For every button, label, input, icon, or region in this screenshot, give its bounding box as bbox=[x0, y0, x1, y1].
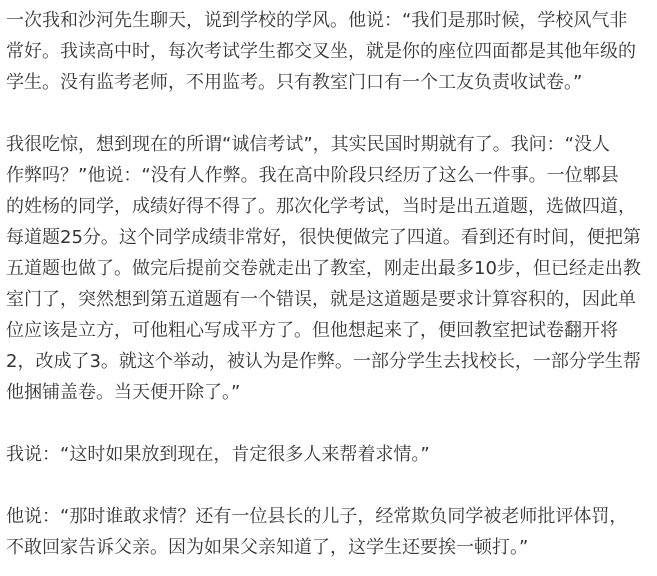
paragraph-1 bbox=[6, 5, 651, 98]
text-line: 不敢回家告诉父亲。因为如果父亲知道了，这学生还要挨一顿打。” bbox=[6, 537, 529, 558]
text-line: 常好。我读高中时，每次考试学生都交叉坐，就是你的座位四面都是其他年级的 bbox=[6, 41, 636, 62]
text-line: 他捆铺盖卷。当天便开除了。” bbox=[6, 382, 241, 403]
paragraph-4 bbox=[6, 501, 651, 563]
text-line: 室门了，突然想到第五道题有一个错误，就是这道题是要求计算容积的，因此单 bbox=[6, 289, 636, 310]
text-line: 位应该是立方，可他粗心写成平方了。但他想起来了，便回教室把试卷翻开将 bbox=[6, 320, 618, 341]
text-line: 每道题25分。这个同学成绩非常好，很快便做完了四道。看到还有时间，便把第 bbox=[6, 227, 641, 248]
text-line: 的姓杨的同学，成绩好得不得了。那次化学考试，当时是出五道题，选做四道， bbox=[6, 196, 636, 217]
text-line: 五道题也做了。做完后提前交卷就走出了教室，刚走出最多10步，但已经走出教 bbox=[6, 258, 641, 279]
paragraph-3 bbox=[6, 439, 651, 470]
text-line: 作弊吗？”他说：“没有人作弊。我在高中阶段只经历了这么一件事。一位郫县 bbox=[6, 165, 619, 186]
text-line: 一次我和沙河先生聊天，说到学校的学风。他说：“我们是那时候，学校风气非 bbox=[6, 10, 628, 31]
text-line: 我很吃惊，想到现在的所谓“诚信考试”，其实民国时期就有了。我问：“没人 bbox=[6, 134, 610, 155]
text-line: 2，改成了3。就这个举动，被认为是作弊。一部分学生去找校长，一部分学生帮 bbox=[6, 351, 641, 372]
text-line: 我说：“这时如果放到现在，肯定很多人来帮着求情。” bbox=[6, 444, 430, 465]
text-line: 学生。没有监考老师，不用监考。只有教室门口有一个工友负责收试卷。” bbox=[6, 72, 583, 93]
text-line: 他说：“那时谁敢求情？还有一位县长的儿子，经常欺负同学被老师批评体罚， bbox=[6, 506, 628, 527]
paragraph-2 bbox=[6, 129, 651, 408]
